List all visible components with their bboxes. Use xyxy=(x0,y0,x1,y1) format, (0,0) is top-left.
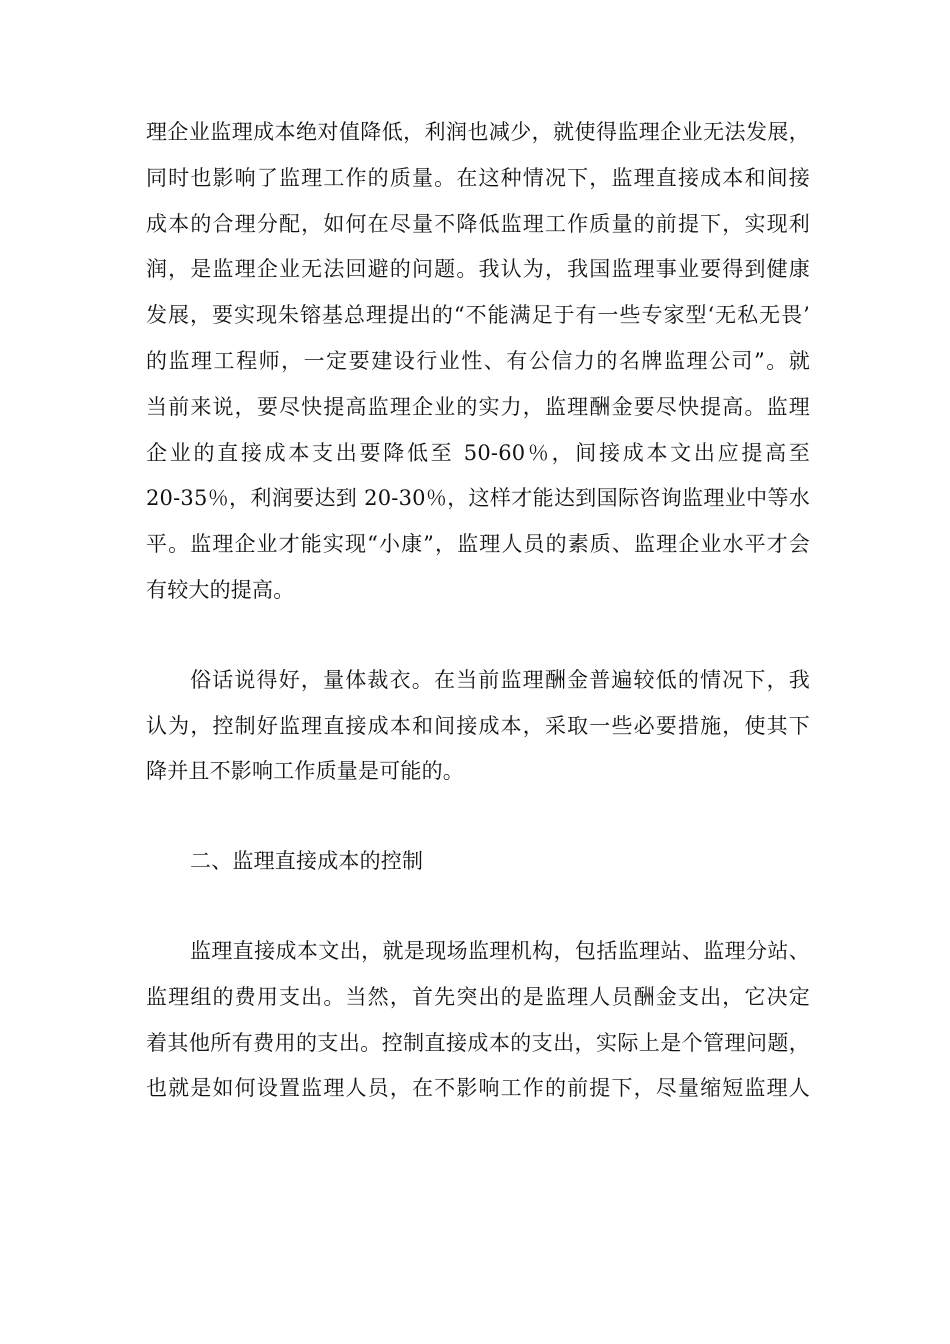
paragraph-2 xyxy=(146,658,810,795)
text-line: 的监理工程师，一定要建设行业性、有公信力的名牌监理公司”。就 xyxy=(146,348,810,373)
text-line: 企业的直接成本支出要降低至 50-60％，间接成本文出应提高至 xyxy=(146,440,810,465)
paragraph-3 xyxy=(146,929,810,1112)
paragraph-gap xyxy=(146,795,810,839)
text-line: 理企业监理成本绝对值降低，利润也减少，就使得监理企业无法发展， xyxy=(146,120,810,144)
document-page xyxy=(146,110,810,1112)
text-line: 也就是如何设置监理人员，在不影响工作的前提下，尽量缩短监理人 xyxy=(146,1076,810,1101)
paragraph-1 xyxy=(146,110,810,614)
text-line: 平。监理企业才能实现“小康”，监理人员的素质、监理企业水平才会 xyxy=(146,532,810,557)
text-line: 润，是监理企业无法回避的问题。我认为，我国监理事业要得到健康 xyxy=(146,257,810,282)
text-line: 当前来说，要尽快提高监理企业的实力，监理酬金要尽快提高。监理 xyxy=(146,394,810,419)
section-heading xyxy=(146,839,810,885)
text-line: 认为，控制好监理直接成本和间接成本，采取一些必要措施，使其下 xyxy=(146,713,810,738)
paragraph-gap xyxy=(146,614,810,658)
text-line: 着其他所有费用的支出。控制直接成本的支出，实际上是个管理问题， xyxy=(146,1030,810,1055)
text-line: 俗话说得好，量体裁衣。在当前监理酬金普遍较低的情况下，我 xyxy=(190,667,810,692)
paragraph-gap xyxy=(146,885,810,929)
text-line: 成本的合理分配，如何在尽量不降低监理工作质量的前提下，实现利 xyxy=(146,211,810,236)
text-line: 降并且不影响工作质量是可能的。 xyxy=(146,759,464,784)
heading-line: 二、监理直接成本的控制 xyxy=(190,849,424,874)
text-line: 20-35％，利润要达到 20-30％，这样才能达到国际咨询监理业中等水 xyxy=(146,486,810,511)
text-line: 发展，要实现朱镕基总理提出的“不能满足于有一些专家型‘无私无畏’ xyxy=(146,303,810,328)
text-line: 监理直接成本文出，就是现场监理机构，包括监理站、监理分站、 xyxy=(190,938,810,963)
text-line: 监理组的费用支出。当然，首先突出的是监理人员酬金支出，它决定 xyxy=(146,984,810,1009)
text-line: 有较大的提高。 xyxy=(146,577,295,602)
text-line: 同时也影响了监理工作的质量。在这种情况下，监理直接成本和间接 xyxy=(146,165,810,190)
